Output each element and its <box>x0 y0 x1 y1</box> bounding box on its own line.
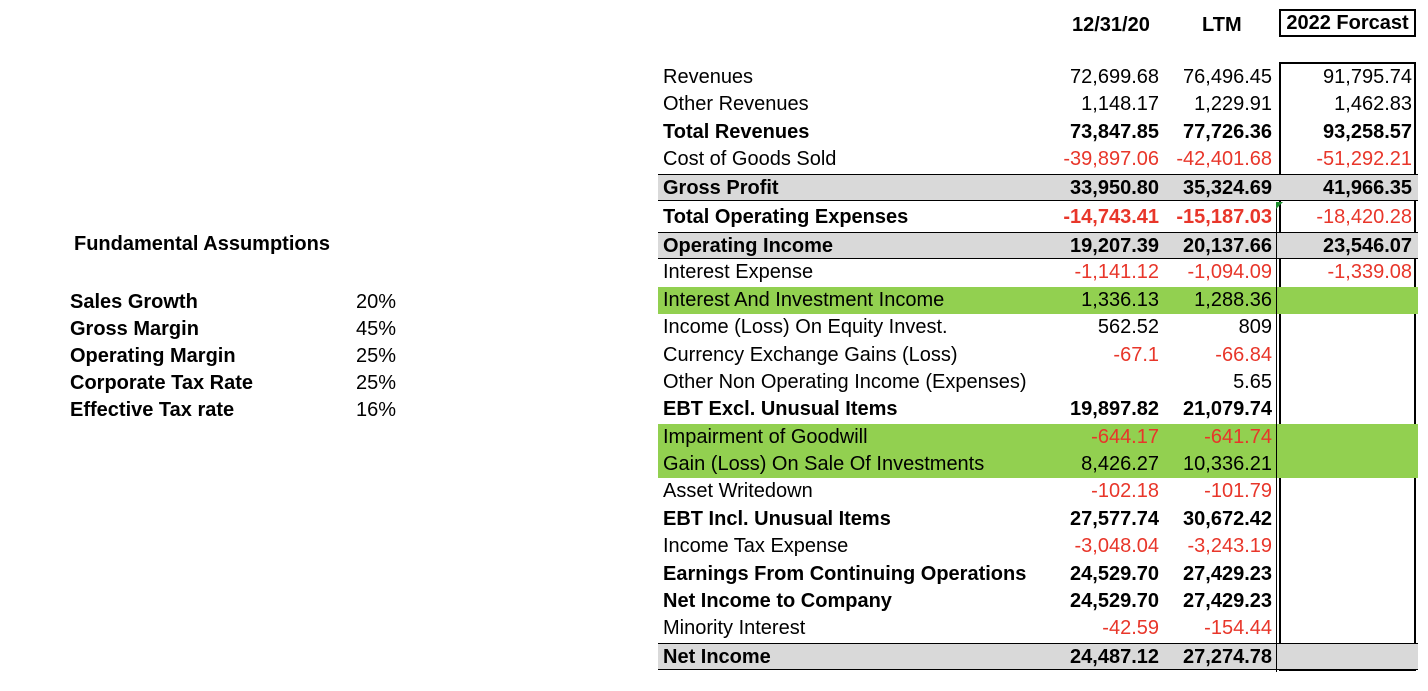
row-label: Earnings From Continuing Operations <box>663 562 1027 585</box>
row-interest-and-investment-income[interactable] <box>658 287 1418 314</box>
cell-12-31-20[interactable]: 1,336.13 <box>1081 288 1159 311</box>
row-label: Operating Income <box>663 234 834 257</box>
row-currency-exchange-gains[interactable] <box>658 342 1418 369</box>
cell-12-31-20[interactable]: 24,487.12 <box>1070 645 1159 668</box>
row-label: EBT Incl. Unusual Items <box>663 507 891 530</box>
row-ebt-excl-unusual[interactable] <box>658 396 1418 423</box>
row-gain-on-sale-of-investments[interactable] <box>658 451 1418 478</box>
assumption-row-gross-margin <box>70 318 430 345</box>
cell-12-31-20[interactable]: -42.59 <box>1102 617 1159 640</box>
assumption-row-corporate-tax-rate <box>70 372 430 399</box>
assumption-label: Effective Tax rate <box>70 399 235 421</box>
row-label: Interest Expense <box>663 261 814 284</box>
cell-12-31-20[interactable]: 73,847.85 <box>1070 120 1159 143</box>
row-label: Impairment of Goodwill <box>663 425 868 448</box>
row-total-operating-expenses[interactable] <box>658 201 1418 232</box>
cell-ltm[interactable]: 76,496.45 <box>1183 66 1272 88</box>
row-label: Net Income to Company <box>663 590 892 613</box>
assumption-row-sales-growth <box>70 291 430 318</box>
row-label: Income Tax Expense <box>663 535 849 558</box>
row-label: Interest And Investment Income <box>663 288 945 311</box>
assumption-value[interactable]: 25% <box>356 372 397 394</box>
column-separator <box>1276 202 1277 672</box>
cell-12-31-20[interactable]: 562.52 <box>1097 316 1159 339</box>
row-minority-interest[interactable] <box>658 615 1418 642</box>
cell-ltm[interactable]: -66.84 <box>1215 343 1272 366</box>
assumption-value[interactable]: 16% <box>356 399 397 421</box>
cell-ltm[interactable]: -641.74 <box>1204 425 1272 448</box>
row-impairment-of-goodwill[interactable] <box>658 424 1418 451</box>
cell-12-31-20[interactable]: 33,950.80 <box>1070 176 1159 199</box>
row-label: Revenues <box>663 66 754 88</box>
assumption-label: Operating Margin <box>70 345 236 367</box>
assumption-value[interactable]: 20% <box>356 291 397 313</box>
row-revenues[interactable] <box>658 64 1418 91</box>
cell-12-31-20[interactable]: -1,141.12 <box>1074 261 1159 284</box>
cell-12-31-20[interactable]: -39,897.06 <box>1063 148 1159 171</box>
cell-12-31-20[interactable]: 19,897.82 <box>1070 398 1159 421</box>
assumption-row-effective-tax-rate <box>70 399 430 426</box>
row-other-revenues[interactable] <box>658 91 1418 118</box>
cell-forecast[interactable]: -51,292.21 <box>1316 148 1412 171</box>
row-label: Gross Profit <box>663 176 779 199</box>
assumption-value[interactable]: 45% <box>356 318 397 340</box>
row-income-tax-expense[interactable] <box>658 533 1418 560</box>
row-label: EBT Excl. Unusual Items <box>663 398 898 421</box>
row-label: Other Non Operating Income (Expenses) <box>663 370 1027 393</box>
assumption-label: Sales Growth <box>70 291 198 313</box>
column-header-ltm: LTM <box>1202 14 1242 36</box>
column-header-forecast: 2022 Forcast <box>1279 9 1416 37</box>
assumption-label: Gross Margin <box>70 318 199 340</box>
cell-ltm[interactable]: 809 <box>1238 316 1272 339</box>
row-other-non-operating-income[interactable] <box>658 369 1418 396</box>
cell-12-31-20[interactable]: -14,743.41 <box>1063 205 1159 228</box>
cell-ltm[interactable]: -15,187.03 <box>1176 205 1272 228</box>
row-net-income[interactable] <box>658 643 1418 670</box>
cell-12-31-20[interactable]: -644.17 <box>1091 425 1159 448</box>
cell-12-31-20[interactable]: 24,529.70 <box>1070 562 1159 585</box>
row-label: Income (Loss) On Equity Invest. <box>663 316 948 339</box>
cell-ltm[interactable]: -3,243.19 <box>1187 535 1272 558</box>
income-statement <box>658 64 1418 670</box>
row-label: Currency Exchange Gains (Loss) <box>663 343 958 366</box>
cell-ltm[interactable]: 30,672.42 <box>1183 507 1272 530</box>
row-gross-profit[interactable] <box>658 174 1418 201</box>
cell-ltm[interactable]: 35,324.69 <box>1183 176 1272 199</box>
cell-12-31-20[interactable]: -3,048.04 <box>1074 535 1159 558</box>
row-label: Total Revenues <box>663 120 810 143</box>
cell-comment-marker-icon[interactable] <box>1276 202 1283 209</box>
row-label: Minority Interest <box>663 617 806 640</box>
cell-forecast[interactable]: 41,966.35 <box>1323 176 1412 199</box>
row-interest-expense[interactable] <box>658 259 1418 286</box>
assumption-label: Corporate Tax Rate <box>70 372 254 394</box>
row-earnings-continuing-operations[interactable] <box>658 561 1418 588</box>
row-label: Gain (Loss) On Sale Of Investments <box>663 453 985 476</box>
cell-ltm[interactable]: -154.44 <box>1204 617 1272 640</box>
cell-12-31-20[interactable]: 72,699.68 <box>1070 66 1159 88</box>
cell-forecast[interactable]: -1,339.08 <box>1327 261 1412 284</box>
cell-forecast[interactable]: -18,420.28 <box>1316 205 1412 228</box>
cell-ltm[interactable]: 27,429.23 <box>1183 590 1272 613</box>
cell-forecast[interactable]: 93,258.57 <box>1323 120 1412 143</box>
cell-forecast[interactable]: 23,546.07 <box>1323 234 1412 257</box>
row-label: Asset Writedown <box>663 480 813 503</box>
cell-ltm[interactable]: 1,288.36 <box>1194 288 1272 311</box>
cell-forecast[interactable]: 1,462.83 <box>1334 93 1412 116</box>
cell-ltm[interactable]: 27,274.78 <box>1183 645 1272 668</box>
cell-12-31-20[interactable]: 24,529.70 <box>1070 590 1159 613</box>
row-label: Other Revenues <box>663 93 809 116</box>
row-total-revenues[interactable] <box>658 119 1418 146</box>
cell-ltm[interactable]: -42,401.68 <box>1176 148 1272 171</box>
cell-12-31-20[interactable]: 19,207.39 <box>1070 234 1159 257</box>
row-label: Cost of Goods Sold <box>663 148 837 171</box>
cell-12-31-20[interactable]: 1,148.17 <box>1081 93 1159 116</box>
cell-ltm[interactable]: 10,336.21 <box>1183 453 1272 476</box>
cell-ltm[interactable]: 21,079.74 <box>1183 398 1272 421</box>
cell-ltm[interactable]: -1,094.09 <box>1187 261 1272 284</box>
cell-12-31-20[interactable]: 27,577.74 <box>1070 507 1159 530</box>
assumption-row-operating-margin <box>70 345 430 372</box>
cell-forecast[interactable]: 91,795.74 <box>1323 66 1412 88</box>
row-ebt-incl-unusual[interactable] <box>658 506 1418 533</box>
cell-ltm[interactable]: 20,137.66 <box>1183 234 1272 257</box>
cell-12-31-20[interactable]: 8,426.27 <box>1081 453 1159 476</box>
cell-ltm[interactable]: -101.79 <box>1204 480 1272 503</box>
row-label: Total Operating Expenses <box>663 205 909 228</box>
row-net-income-to-company[interactable] <box>658 588 1418 615</box>
cell-12-31-20[interactable]: -102.18 <box>1091 480 1159 503</box>
cell-ltm[interactable]: 77,726.36 <box>1183 120 1272 143</box>
row-cost-of-goods-sold[interactable] <box>658 146 1418 173</box>
row-asset-writedown[interactable] <box>658 478 1418 505</box>
row-label: Net Income <box>663 645 771 668</box>
cell-ltm[interactable]: 1,229.91 <box>1194 93 1272 116</box>
cell-ltm[interactable]: 27,429.23 <box>1183 562 1272 585</box>
cell-ltm[interactable]: 5.65 <box>1233 370 1272 393</box>
cell-12-31-20[interactable]: -67.1 <box>1113 343 1159 366</box>
column-header-date: 12/31/20 <box>1072 14 1150 36</box>
row-income-on-equity-invest[interactable] <box>658 314 1418 341</box>
row-operating-income[interactable] <box>658 232 1418 259</box>
assumption-value[interactable]: 25% <box>356 345 397 367</box>
assumptions-title: Fundamental Assumptions <box>74 233 330 255</box>
